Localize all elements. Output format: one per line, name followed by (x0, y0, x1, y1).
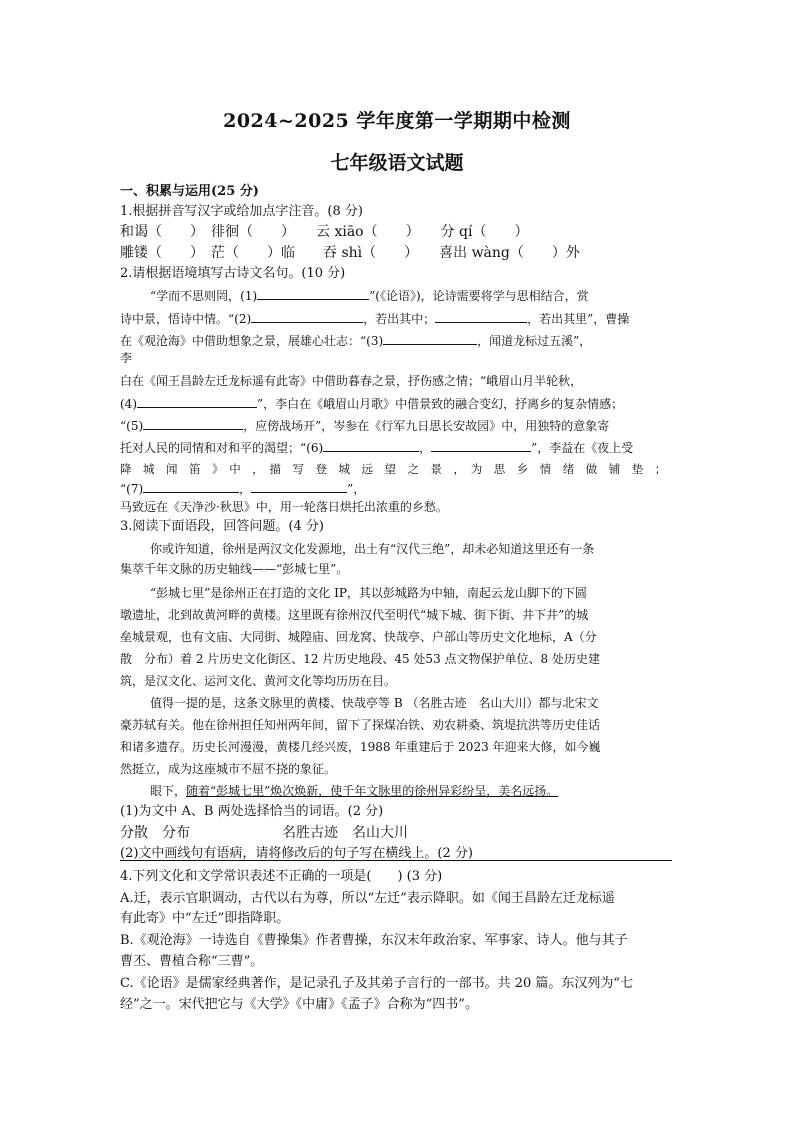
section-heading: 一、积累与运用(25 分) (120, 184, 259, 199)
q1-row2: 雕镂（ ） 茫（ ）临 吞 shì（ ） 喜出 wàng（ ）外 (120, 245, 580, 261)
page-subtitle: 七年级语文试题 (330, 152, 464, 174)
q3-paragraph-line: 集萃千年文脉的历史轴线——“彭城七里”。 (120, 562, 349, 576)
q2-line: 马致远在《天净沙·秋思》中，用一轮落日烘托出浓重的乡愁。 (120, 500, 448, 514)
q3-option-a: 分散 分布 (120, 825, 190, 841)
text-span: 在《观沧海》中借助想象之景，展雄心壮志：“(3) (120, 334, 384, 348)
q1-row1: 和谒（ ） 徘徊（ ） 云 xiāo（ ） 分 qí（ ） (120, 224, 529, 240)
answer-blank[interactable] (383, 331, 477, 345)
answer-blank[interactable] (323, 438, 419, 452)
text-span: 托对人民的同情和对和平的渴望；“(6) (120, 441, 324, 455)
q3-subquestion: (2)文中画线句有语病，请将修改后的句子写在横线上。(2 分) (120, 846, 473, 861)
q2-line (120, 416, 609, 435)
q4-option-c-cont: 经”之一。宋代把它与《大学》《中庸》《孟子》合称为“四书”。 (120, 997, 478, 1012)
q2-line: 李 (120, 351, 133, 365)
q3-option-b: 名胜古迹 名山大川 (282, 825, 408, 841)
text-span: “学而不思则罔，(1) (150, 289, 258, 303)
text-span: ”， (347, 482, 366, 496)
text-span: ，应傍战场开”，岑参在《行军九日思长安故园》中，用独特的意象寄 (243, 419, 610, 433)
q2-line (120, 438, 633, 457)
q2-line (120, 309, 629, 328)
q4-stem: 4.下列文化和文学常识表述不正确的一项是( ) (3 分) (120, 869, 443, 884)
q3-paragraph-line: 墩遗址，北到故黄河畔的黄楼。这里既有徐州汉代至明代“城下城、街下街、井下井”的城 (120, 608, 589, 622)
answer-blank[interactable] (431, 438, 531, 452)
q2-line (120, 331, 591, 350)
answer-blank[interactable] (137, 394, 257, 408)
q4-option-b: B.《观沧海》一诗选自《曹操集》作者曹操，东汉末年政治家、军事家、诗人。他与其子 (120, 933, 628, 948)
q4-option-c: C.《论语》是儒家经典著作，是记录孔子及其弟子言行的一部书。共 20 篇。东汉列为“七 (120, 976, 634, 991)
answer-line[interactable] (120, 860, 672, 861)
q4-option-a-cont: 有此寄》中“左迁”即指降职。 (120, 911, 290, 926)
text-span: 眼下， (150, 784, 187, 798)
answer-blank[interactable] (143, 416, 243, 430)
text-span: “(5) (120, 419, 144, 433)
q3-paragraph-line: 散 分布）着 2 片历史文化街区、12 片历史地段、45 处53 点文物保护单位、8 处历史建 (120, 652, 600, 666)
text-span: ”，李益在《夜上受 (531, 441, 634, 455)
text-span: ， (419, 441, 432, 455)
q4-option-b-cont: 曹丕、曹植合称“三曹”。 (120, 954, 264, 969)
answer-blank[interactable] (251, 479, 347, 493)
q3-paragraph-line: 你或许知道，徐州是两汉文化发源地，出土有“汉代三绝”，却未必知道这里还有一条 (150, 542, 595, 556)
text-span: ”(《论语》)，论诗需要将学与思相结合，赏 (369, 289, 589, 303)
q3-paragraph-line: 豪苏轼有关。他在徐州担任知州两年间，留下了探煤冶铁、劝农耕桑、筑堤抗洪等历史佳话 (120, 718, 601, 732)
answer-blank[interactable] (435, 309, 527, 323)
q2-line: 降 城 闻 笛 》 中 ， 描 写 登 城 远 望 之 景 ， 为 思 乡 情 绪 做 铺 垫 ； (120, 462, 667, 476)
page-title: 2024~2025 学年度第一学期期中检测 (223, 110, 571, 132)
q3-paragraph-line: “彭城七里”是徐州正在打造的文化 IP，其以彭城路为中轴，南起云龙山脚下的下圆 (150, 586, 587, 600)
answer-blank[interactable] (251, 309, 363, 323)
text-span: 诗中景，悟诗中情。“(2) (120, 312, 252, 326)
q2-line (150, 286, 589, 305)
q3-subquestion: (1)为文中 A、B 两处选择恰当的词语。(2 分) (120, 804, 384, 819)
text-span: ”，李白在《峨眉山月歌》中借景致的融合变幻，抒离乡的复杂情感； (257, 397, 624, 411)
q2-stem: 2.请根据语境填写古诗文名句。(10 分) (120, 266, 346, 281)
q1-stem: 1.根据拼音写汉字或给加点字注音。(8 分) (120, 204, 363, 219)
q3-paragraph-line (150, 782, 558, 800)
underlined-sentence: 随着“彭城七里”焕次焕新，使千年文脉里的徐州异彩纷呈，美名远扬。 (186, 784, 559, 798)
q3-paragraph-line: 垒城景观，也有文庙、大同街、城隍庙、回龙窝、快哉亭、户部山等历史文化地标，A（分 (120, 630, 597, 644)
answer-blank[interactable] (257, 286, 369, 300)
q3-paragraph-line: 值得一提的是，这条文脉里的黄楼、快哉亭等 B （名胜古迹 名山大川）都与北宋文 (150, 696, 599, 710)
text-span: (4) (120, 397, 137, 411)
text-span: ，若出其里”，曹操 (527, 312, 630, 326)
text-span: ，闻道龙标过五溪”， (477, 334, 592, 348)
q2-line (120, 479, 365, 498)
q3-paragraph-line: 然挺立，成为这座城市不屈不挠的象征。 (120, 762, 337, 776)
q3-paragraph-line: 和诸多遗存。历史长河漫漫，黄楼几经兴废，1988 年重建后于 2023 年迎来大修，如今巍 (120, 740, 601, 754)
text-span: ， (239, 482, 252, 496)
q2-line (120, 394, 623, 413)
q2-line: 白在《闻王昌龄左迁龙标遥有此寄》中借助暮春之景，抒伤感之情；“峨眉山月半轮秋， (120, 374, 583, 388)
q4-option-a: A.迁，表示官职调动，古代以右为尊，所以“左迁”表示降职。如《闻王昌龄左迁龙标遥 (120, 891, 615, 906)
answer-blank[interactable] (143, 479, 239, 493)
text-span: “(7) (120, 482, 144, 496)
q3-stem: 3.阅读下面语段，回答问题。(4 分) (120, 519, 324, 534)
q3-paragraph-line: 筑，是汉文化、运河文化、黄河文化等均历历在目。 (120, 674, 397, 688)
text-span: ，若出其中； (363, 312, 436, 326)
